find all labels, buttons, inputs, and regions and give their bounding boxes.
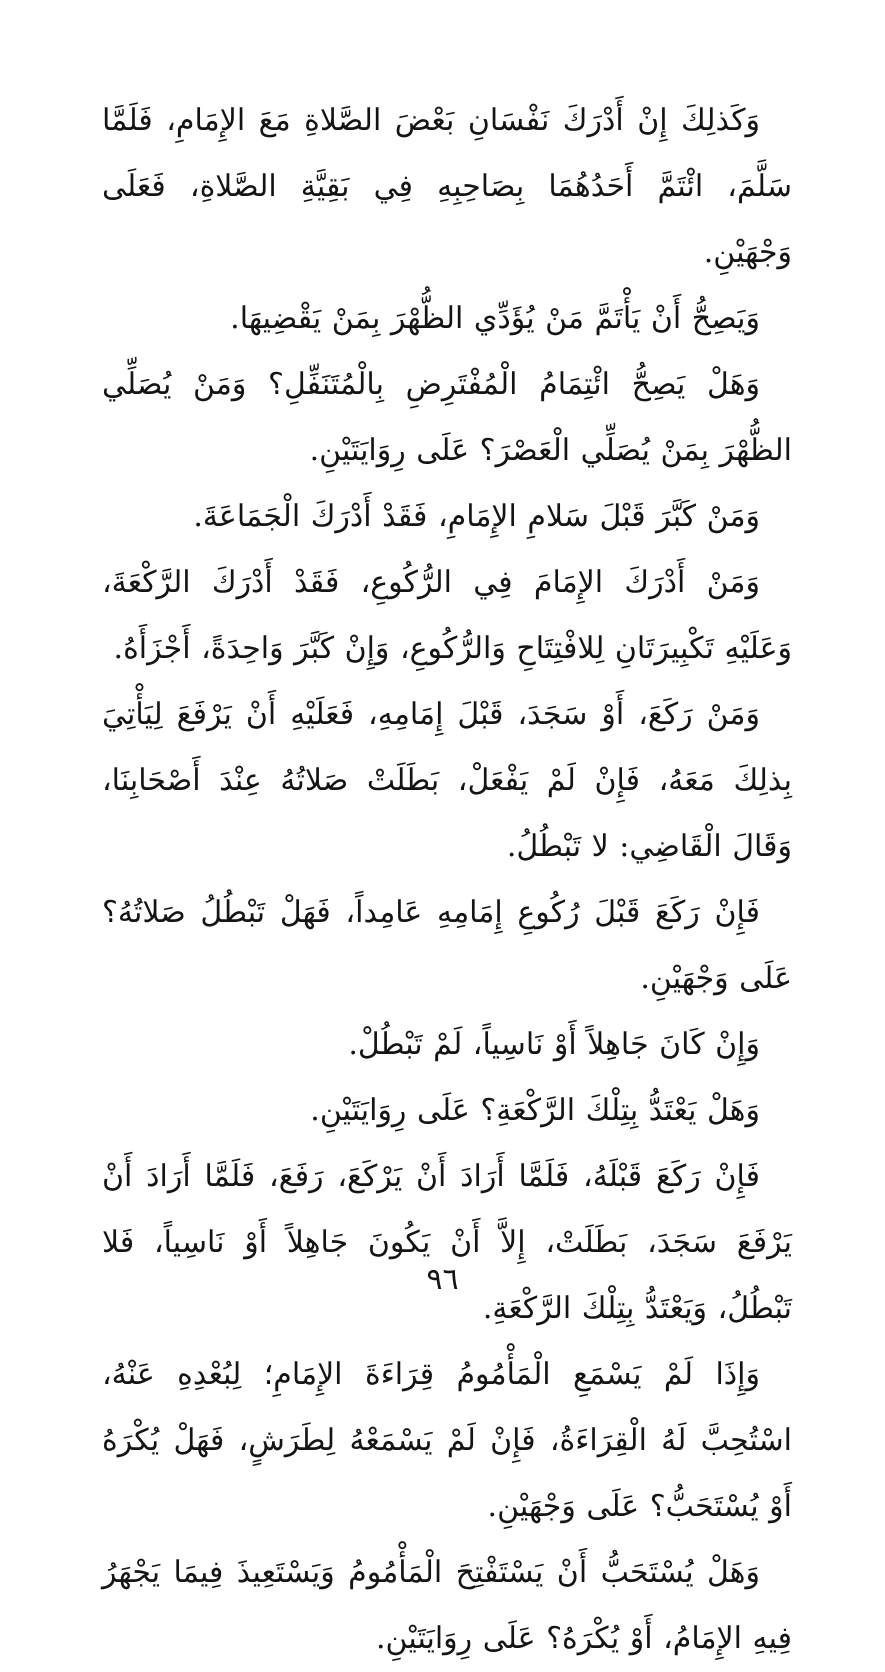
paragraph-7: فَإِنْ رَكَعَ قَبْلَ رُكُوعِ إِمَامِهِ عَامِداً، فَهَلْ تَبْطُلُ صَلاتُهُ؟ عَلَى وَجْهَيْنِ. (102, 895, 792, 996)
paragraph-6: وَمَنْ رَكَعَ، أَوْ سَجَدَ، قَبْلَ إِمَامِهِ، فَعَلَيْهِ أَنْ يَرْفَعَ لِيَأْتِيَ بِذلِكَ مَعَهُ، فَإِنْ لَمْ يَفْعَلْ، بَطَلَتْ صَلاتُهُ عِنْدَ أَصْحَابِنَا، وَقَالَ الْقَاضِي: لا تَبْطُلُ. (102, 697, 792, 864)
paragraph-9: وَهَلْ يَعْتَدُّ بِتِلْكَ الرَّكْعَةِ؟ عَلَى رِوَايَتَيْنِ. (310, 1093, 760, 1128)
page-body (102, 88, 792, 1672)
paragraph-4: وَمَنْ كَبَّرَ قَبْلَ سَلامِ الإِمَامِ، فَقَدْ أَدْرَكَ الْجَمَاعَةَ. (193, 499, 760, 534)
paragraph-8: وَإِنْ كَانَ جَاهِلاً أَوْ نَاسِياً، لَمْ تَبْطُلْ. (348, 1027, 760, 1062)
page-number: ٩٦ (426, 1262, 459, 1297)
paragraph-12: وَهَلْ يُسْتَحَبُّ أَنْ يَسْتَفْتِحَ الْمَأْمُومُ وَيَسْتَعِيذَ فِيمَا يَجْهَرُ فِيهِ الإِمَامُ، أَوْ يُكْرَهُ؟ عَلَى رِوَايَتَيْنِ. (102, 1555, 792, 1656)
paragraph-3: وَهَلْ يَصِحُّ ائْتِمَامُ الْمُفْتَرِضِ بِالْمُتَنَفِّلِ؟ وَمَنْ يُصَلِّي الظُّهْرَ بِمَنْ يُصَلِّي الْعَصْرَ؟ عَلَى رِوَايَتَيْنِ. (102, 367, 792, 468)
paragraph-10: فَإِنْ رَكَعَ قَبْلَهُ، فَلَمَّا أَرَادَ أَنْ يَرْكَعَ، رَفَعَ، فَلَمَّا أَرَادَ أَنْ يَرْفَعَ سَجَدَ، بَطَلَتْ، إِلاَّ أَنْ يَكُونَ جَاهِلاً أَوْ نَاسِياً، فَلا تَبْطُلُ، وَيَعْتَدُّ بِتِلْكَ الرَّكْعَةِ. (102, 1159, 792, 1326)
paragraph-2: وَيَصِحُّ أَنْ يَأْتَمَّ مَنْ يُؤَدِّي الظُّهْرَ بِمَنْ يَقْضِيهَا. (230, 301, 760, 336)
paragraph-1: وَكَذلِكَ إِنْ أَدْرَكَ نَفْسَانِ بَعْضَ الصَّلاةِ مَعَ الإِمَامِ، فَلَمَّا سَلَّمَ، ائْتَمَّ أَحَدُهُمَا بِصَاحِبِهِ فِي بَقِيَّةِ الصَّلاةِ، فَعَلَى وَجْهَيْنِ. (102, 103, 792, 270)
paragraph-11: وَإِذَا لَمْ يَسْمَعِ الْمَأْمُومُ قِرَاءَةَ الإِمَامِ؛ لِبُعْدِهِ عَنْهُ، اسْتُحِبَّ لَهُ الْقِرَاءَةُ، فَإِنْ لَمْ يَسْمَعْهُ لِطَرَشٍ، فَهَلْ يُكْرَهُ أَوْ يُسْتَحَبُّ؟ عَلَى وَجْهَيْنِ. (102, 1357, 792, 1524)
paragraph-5: وَمَنْ أَدْرَكَ الإِمَامَ فِي الرُّكُوعِ، فَقَدْ أَدْرَكَ الرَّكْعَةَ، وَعَلَيْهِ تَكْبِيرَتَانِ لِلافْتِتَاحِ وَالرُّكُوعِ، وَإِنْ كَبَّرَ وَاحِدَةً، أَجْزَأَهُ. (102, 565, 792, 666)
